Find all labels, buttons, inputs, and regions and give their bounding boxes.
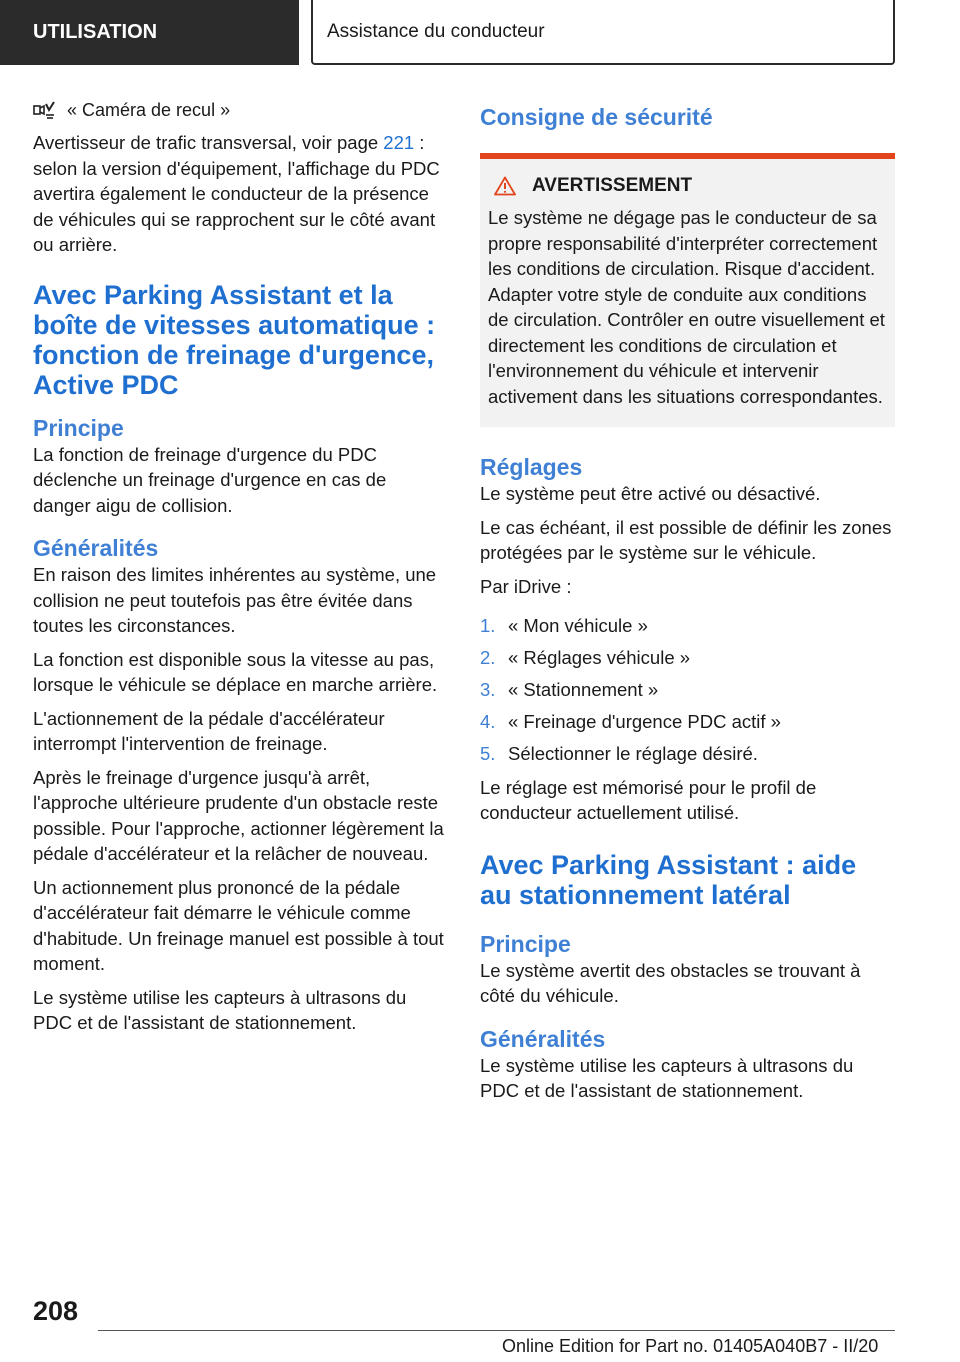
principe-text-lateral: Le système avertit des obstacles se trouvant à côté du véhicule. <box>480 959 861 1006</box>
parking-camera-icon <box>33 101 55 119</box>
list-item: 5. Sélectionner le réglage désiré. <box>480 743 758 764</box>
generalites-text-lateral: Le système utilise les capteurs à ultrasons du PDC et de l'assistant de stationnement. <box>480 1054 854 1101</box>
generalites-heading-lateral: Généralités <box>480 1025 606 1052</box>
page-header <box>0 0 895 65</box>
section-tab: UTILISATION <box>0 0 299 65</box>
list-item: 3. « Stationnement » <box>480 679 659 700</box>
reglages-heading: Réglages <box>480 454 583 480</box>
cross-traffic-paragraph: Avertisseur de trafic transversal, voir page 221 : selon la version d'équipement, l'affichage du PDC avertira également le conducteur de la présence de véhicules qui se rapprochent sur le côté avant ou arrière. <box>33 132 440 255</box>
generalites-paragraph-6: Le système utilise les capteurs à ultrasons du PDC et de l'assistant de stationnement. <box>33 986 407 1033</box>
generalites-paragraph-5: Un actionnement plus prononcé de la pédale d'accélérateur fait démarre le véhicule comme d'habitude. Un freinage manuel est possible à tout moment. <box>33 876 444 974</box>
camera-menu-label: « Caméra de recul » <box>67 100 231 120</box>
list-item: 2. « Réglages véhicule » <box>480 647 691 668</box>
reglages-paragraph-1: Le système peut être activé ou désactivé. <box>480 483 821 504</box>
section-heading-lateral-parking: Avec Parking Assistant : aide au stationnement latéral <box>480 849 857 910</box>
left-column <box>33 98 448 1044</box>
warning-title: AVERTISSEMENT <box>488 173 887 199</box>
reglages-paragraph-4: Le réglage est mémorisé pour le profil de conducteur actuellement utilisé. <box>480 776 817 823</box>
safety-heading: Consigne de sécurité <box>480 104 713 130</box>
list-item: 1. « Mon véhicule » <box>480 615 648 636</box>
generalites-paragraph-2: La fonction est disponible sous la vitesse au pas, lorsque le véhicule se déplace en marche arrière. <box>33 648 438 695</box>
idrive-steps <box>480 613 895 767</box>
generalites-heading: Généralités <box>33 535 159 561</box>
reglages-paragraph-3: Par iDrive : <box>480 575 572 597</box>
generalites-paragraph-4: Après le freinage d'urgence jusqu'à arrêt, l'approche ultérieure prudente d'un obstacle reste possible. Pour l'approche, actionner légèrement la pédale d'accélérateur et la relâcher de nouveau. <box>33 766 444 864</box>
warning-text: Le système ne dégage pas le conducteur de sa propre responsabilité d'interpréter correctement les conditions de circulation. Risque d'accident. Adapter votre style de conduite aux conditions de circulation. Contrôler en outre visuellement et directement les conditions de circulation et l'environnement du véhicule et intervenir activement dans les situations correspondantes. <box>488 207 885 407</box>
principe-text: La fonction de freinage d'urgence du PDC déclenche un freinage d'urgence en cas de danger aigu de collision. <box>33 443 387 516</box>
list-item: 4. « Freinage d'urgence PDC actif » <box>480 711 781 732</box>
warning-triangle-icon <box>494 176 516 196</box>
page-link[interactable]: 221 <box>383 132 415 153</box>
camera-menu-item <box>33 98 448 122</box>
generalites-paragraph-1: En raison des limites inhérentes au système, une collision ne peut toutefois pas être évitée dans toutes les circonstances. <box>33 564 437 636</box>
footer-edition: Online Edition for Part no. 01405A040B7 - II/20 <box>502 1336 879 1356</box>
footer-divider <box>98 1330 895 1331</box>
principe-heading-lateral: Principe <box>480 930 571 957</box>
reglages-paragraph-2: Le cas échéant, il est possible de définir les zones protégées par le système sur le véhicule. <box>480 516 892 563</box>
section-heading-emergency-braking: Avec Parking Assistant et la boîte de vitesses automatique : fonction de freinage d'urgence, Active PDC <box>33 279 436 400</box>
right-column <box>480 98 895 1112</box>
page-number: 208 <box>33 1296 79 1326</box>
generalites-paragraph-3: L'actionnement de la pédale d'accélérateur interrompt l'intervention de freinage. <box>33 707 385 754</box>
chapter-title: Assistance du conducteur <box>311 0 895 65</box>
warning-box <box>480 153 895 427</box>
principe-heading: Principe <box>33 414 124 441</box>
